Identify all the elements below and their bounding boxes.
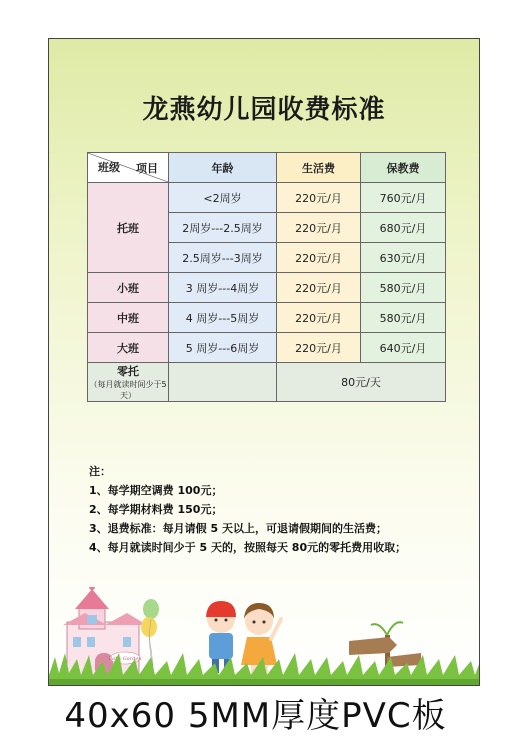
temporary-care-label-cell	[88, 363, 169, 402]
note-item: 3、退费标准：每月请假 5 天以上，可退请假期间的生活费；	[89, 522, 387, 535]
table-row	[88, 273, 446, 303]
corner-class-label: 班级	[98, 161, 120, 174]
note-item: 4、每月就读时间少于 5 天的，按照每天 80元的零托费用收取；	[89, 541, 407, 554]
age-cell: 2周岁---2.5周岁	[169, 213, 277, 243]
notes-section	[89, 462, 406, 557]
castle-sign-text: Baby Garden	[108, 656, 142, 662]
table-row	[88, 333, 446, 363]
table-row-temporary	[88, 363, 446, 402]
table-header-row	[88, 153, 446, 183]
living-fee-cell: 220元/月	[277, 333, 361, 363]
table-row	[88, 303, 446, 333]
balloon-icons	[141, 599, 159, 667]
fee-poster	[48, 38, 480, 686]
living-fee-cell: 220元/月	[277, 303, 361, 333]
living-fee-cell: 220元/月	[277, 213, 361, 243]
age-cell: 4 周岁---5周岁	[169, 303, 277, 333]
header-age: 年龄	[169, 153, 277, 183]
poster-title: 龙燕幼儿园收费标准	[142, 95, 386, 125]
class-cell-middle: 中班	[88, 303, 169, 333]
age-cell: <2周岁	[169, 183, 277, 213]
living-fee-cell: 220元/月	[277, 183, 361, 213]
header-living-fee: 生活费	[277, 153, 361, 183]
cartoon-scene	[49, 587, 480, 686]
product-spec-caption: 40x60 5MM厚度PVC板	[64, 696, 447, 736]
header-tuition-fee: 保教费	[361, 153, 446, 183]
tuition-fee-cell: 680元/月	[361, 213, 446, 243]
age-cell: 3 周岁---4周岁	[169, 273, 277, 303]
tuition-fee-cell: 760元/月	[361, 183, 446, 213]
age-cell: 2.5周岁---3周岁	[169, 243, 277, 273]
fee-table	[87, 152, 446, 402]
age-cell: 5 周岁---6周岁	[169, 333, 277, 363]
temporary-care-empty-cell	[169, 363, 277, 402]
table-row	[88, 183, 446, 213]
corner-item-label: 项目	[136, 162, 158, 175]
tuition-fee-cell: 580元/月	[361, 273, 446, 303]
note-item: 2、每学期材料费 150元；	[89, 503, 223, 516]
living-fee-cell: 220元/月	[277, 243, 361, 273]
temporary-care-note: （每月就读时间少于5天）	[89, 380, 167, 400]
temporary-care-label: 零托	[117, 365, 139, 378]
class-cell-large: 大班	[88, 333, 169, 363]
class-cell-small: 小班	[88, 273, 169, 303]
note-item: 1、每学期空调费 100元；	[89, 484, 223, 497]
notes-heading: 注：	[89, 465, 111, 478]
temporary-care-fee: 80元/天	[277, 363, 446, 402]
class-cell-toddler: 托班	[88, 183, 169, 273]
tuition-fee-cell: 630元/月	[361, 243, 446, 273]
tuition-fee-cell: 580元/月	[361, 303, 446, 333]
corner-header-cell	[88, 153, 169, 183]
tuition-fee-cell: 640元/月	[361, 333, 446, 363]
living-fee-cell: 220元/月	[277, 273, 361, 303]
